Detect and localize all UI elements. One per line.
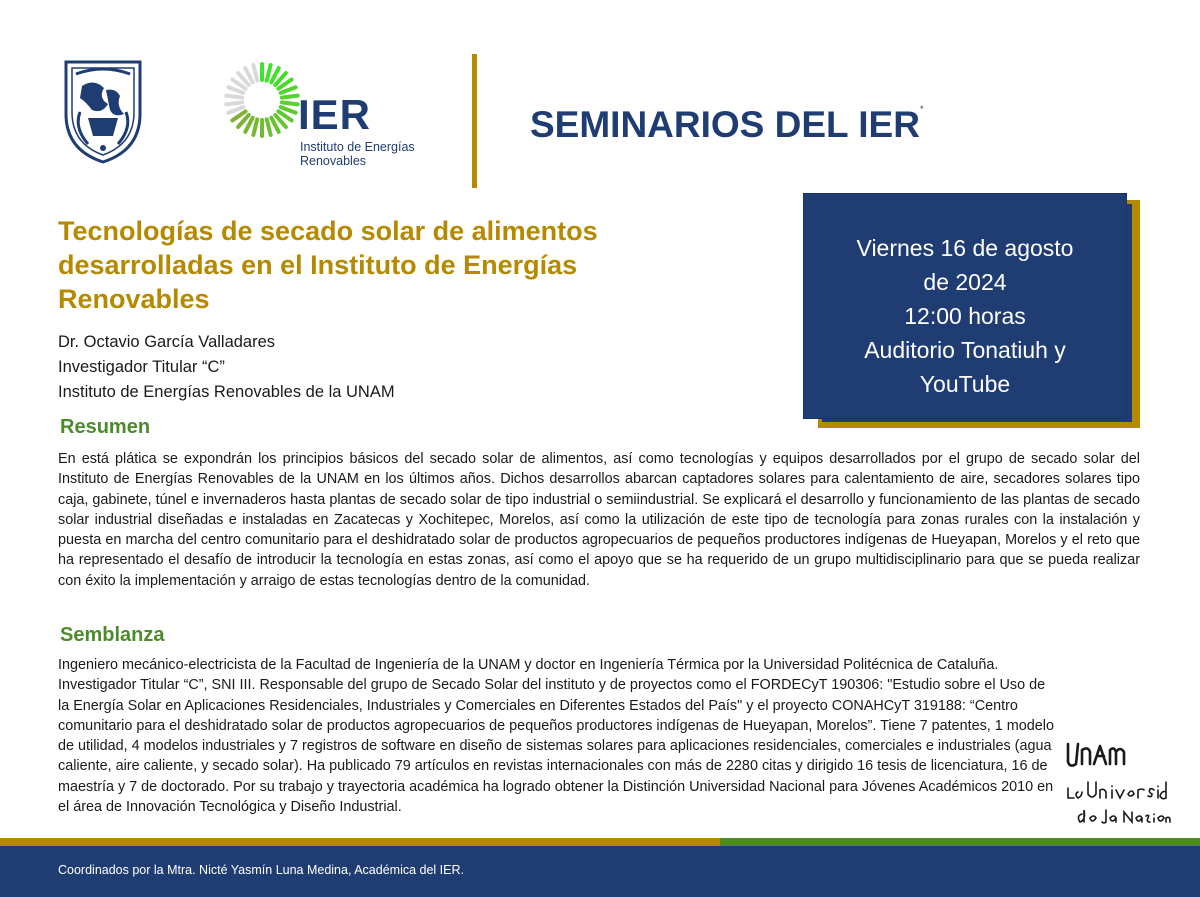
event-info-box bbox=[804, 194, 1126, 418]
speaker-name: Dr. Octavio García Valladares bbox=[58, 333, 276, 351]
ier-logo-subtitle bbox=[300, 140, 415, 168]
ier-ring-segment bbox=[226, 102, 242, 104]
footer-green-stripe bbox=[720, 838, 1200, 846]
talk-title-line2: desarrolladas en el Instituto de Energías bbox=[58, 250, 578, 280]
ier-ring-segment bbox=[267, 119, 271, 135]
semblanza-text: Ingeniero mecánico-electricista de la Facultad de Ingeniería de la UNAM y doctor en Ingeniería Térmica por la Universidad Politécnica de Cataluña. Investigador Titular “C”, SNI III. Responsable del grupo de Secado Solar del instituto y de proyectos como el FORDECyT 190306: "Estudio sobre el Uso de la Energía Solar en Aplicaciones Residenciales, Industriales y Comerciales en Diferentes Estados del País" y el proyecto CONAHCyT 319188: “Centro comunitario para el deshidratado solar de productos agropecuarios de pequeños productores indígenas de Hueyapan, Morelos”. Tiene 7 patentes, 1 modelo de utilidad, 4 modelos industriales y 7 registros de software en diseño de sistemas solares para aplicaciones residenciales, comerciales e industriales (agua caliente, aire caliente, y secado solar). Ha publicado 79 artículos en revistas internacionales con más de 2280 citas y dirigido 16 tesis de licenciatura, 16 de maestría y 7 de doctorado. Por su trabajo y trayectoria académica ha logrado obtener la Distinción Universidad Nacional para Jóvenes Académicos 2010 en el área de Innovación Tecnológica y Diseño Industrial. bbox=[58, 657, 1054, 816]
ier-ring-segment bbox=[282, 102, 298, 104]
ier-ring-segment bbox=[226, 96, 242, 98]
talk-title bbox=[58, 214, 778, 316]
semblanza-heading: Semblanza bbox=[60, 624, 165, 646]
footer-gold-stripe bbox=[0, 838, 720, 846]
series-title-mark: * bbox=[919, 103, 924, 114]
event-venue-line2: YouTube bbox=[919, 371, 1011, 397]
ier-ring-segment bbox=[267, 65, 271, 81]
footer-coordinator: Coordinados por la Mtra. Nicté Yasmín Luna Medina, Académica del IER. bbox=[58, 863, 464, 877]
ier-logo-subtitle-line1: Instituto de Energías bbox=[300, 140, 415, 154]
unam-slogan-logo bbox=[1062, 738, 1172, 834]
talk-title-line3: Renovables bbox=[58, 284, 210, 314]
unam-crest-icon bbox=[58, 52, 148, 164]
ier-logo-subtitle-line2: Renovables bbox=[300, 154, 367, 168]
talk-title-line1: Tecnologías de secado solar de alimentos bbox=[58, 216, 598, 246]
ier-ring-segment bbox=[281, 87, 296, 93]
header-divider bbox=[472, 54, 477, 188]
ier-ring-segment bbox=[282, 96, 298, 98]
event-venue-line1: Auditorio Tonatiuh y bbox=[864, 337, 1066, 363]
series-title bbox=[530, 104, 923, 146]
resumen-heading: Resumen bbox=[60, 416, 151, 438]
ier-logo-text: IER bbox=[298, 91, 372, 138]
event-time: 12:00 horas bbox=[904, 303, 1026, 329]
ier-ring-segment bbox=[228, 107, 243, 113]
series-title-text: SEMINARIOS DEL IER bbox=[530, 104, 920, 145]
event-date-line2: de 2024 bbox=[923, 269, 1007, 295]
event-date-line1: Viernes 16 de agosto bbox=[856, 235, 1074, 261]
resumen-text: En está plática se expondrán los principios básicos del secado solar de alimentos, así como tecnologías y equipos desarrollados por el grupo de secado solar del Instituto de Energías Renovables de la UNAM en los últimos años. Dichos desarrollos abarcan captadores solares para calentamiento de aire, secadores solares tipo caja, gabinete, túnel e invernaderos hasta plantas de secado solar de tipo industrial o semiindustrial. Se explicará el desarrollo y funcionamiento de las plantas de secado solar industrial diseñadas e instaladas en Zacatecas y Xochitepec, Morelos, así como la utilización de este tipo de tecnología para zonas rurales con la instalación y puesta en marcha del centro comunitario para el deshidratado solar de productos agropecuarios de pequeños productores indígenas de Hueyapan, Morelos y el reto que ha representado el desafío de introducir la tecnología en estas zonas, así como el apoyo que se ha requerido de un grupo multidisciplinario para que se pueda realizar con éxito la implementación y arraigo de estas tecnologías dentro de la comunidad. bbox=[58, 451, 1140, 589]
ier-ring-segment bbox=[228, 87, 243, 93]
ier-ring-segment bbox=[253, 119, 257, 135]
ier-sun-ring-icon bbox=[222, 60, 302, 140]
ier-ring-segment bbox=[281, 107, 296, 113]
speaker-position: Investigador Titular “C” bbox=[58, 358, 225, 376]
speaker-institution: Instituto de Energías Renovables de la UNAM bbox=[58, 383, 395, 401]
ier-ring-segment bbox=[253, 65, 257, 81]
